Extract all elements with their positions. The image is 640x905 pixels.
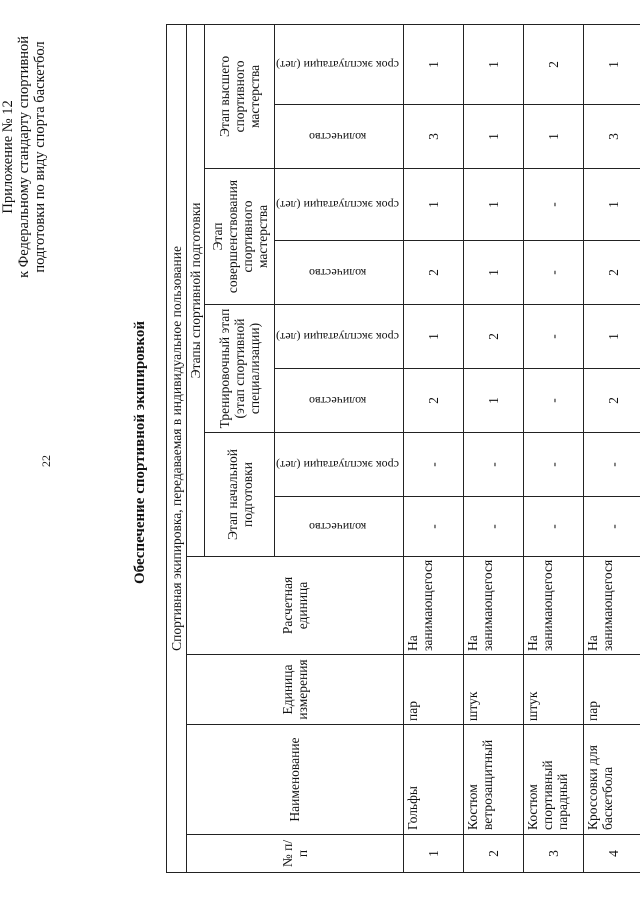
row-calc: На занимающегося <box>583 557 640 655</box>
stage-improvement: Этап совершенствования спортивного мастерства <box>205 169 275 305</box>
stage-highest: Этап высшего спортивного мастерства <box>205 24 275 168</box>
sub-term-header: срок эксплуатации (лет) <box>275 433 404 497</box>
row-value: - <box>523 433 583 497</box>
stages-header: Этапы спортивной подготовки <box>187 24 205 556</box>
col-calc-header: Расчетная единица <box>187 557 404 655</box>
row-value: 1 <box>403 169 463 241</box>
col-unit-header: Единица измерения <box>187 655 404 725</box>
sub-term-header: срок эксплуатации (лет) <box>275 305 404 369</box>
row-value: - <box>403 433 463 497</box>
row-value: 1 <box>583 24 640 104</box>
stage-training: Тренировочный этап (этап спортивной специализации) <box>205 305 275 433</box>
row-name: Кроссовки для баскетбола <box>583 725 640 835</box>
sub-qty-header: количество <box>275 497 404 557</box>
sub-term-header: срок эксплуатации (лет) <box>275 24 404 104</box>
row-num: 4 <box>583 835 640 873</box>
row-value: 1 <box>523 105 583 169</box>
row-num: 3 <box>523 835 583 873</box>
row-value: 2 <box>403 241 463 305</box>
row-num: 2 <box>463 835 523 873</box>
row-value: - <box>463 433 523 497</box>
row-value: 1 <box>463 169 523 241</box>
sub-term-header: срок эксплуатации (лет) <box>275 169 404 241</box>
row-name: Костюм спортивный парадный <box>523 725 583 835</box>
row-value: 1 <box>463 24 523 104</box>
row-num: 1 <box>403 835 463 873</box>
row-calc: На занимающегося <box>523 557 583 655</box>
row-value: 2 <box>583 241 640 305</box>
page-number: 22 <box>39 455 53 467</box>
row-value: - <box>523 305 583 369</box>
row-value: 2 <box>463 305 523 369</box>
row-value: 1 <box>403 305 463 369</box>
row-unit: пар <box>583 655 640 725</box>
row-value: 1 <box>463 241 523 305</box>
appendix-header <box>0 36 48 278</box>
row-value: - <box>463 497 523 557</box>
row-value: 2 <box>523 24 583 104</box>
row-value: 1 <box>463 105 523 169</box>
sub-qty-header: количество <box>275 241 404 305</box>
sub-qty-header: количество <box>275 105 404 169</box>
row-unit: штук <box>523 655 583 725</box>
row-name: Гольфы <box>403 725 463 835</box>
sub-qty-header: количество <box>275 369 404 433</box>
stage-initial: Этап начальной подготовки <box>205 433 275 557</box>
row-value: - <box>583 433 640 497</box>
row-value: 1 <box>583 169 640 241</box>
row-unit: штук <box>463 655 523 725</box>
row-value: 2 <box>583 369 640 433</box>
appendix-line-2: к Федеральному стандарту спортивной <box>16 36 32 278</box>
top-header: Спортивная экипировка, передаваемая в индивидуальное пользование <box>167 24 187 872</box>
row-value: 1 <box>403 24 463 104</box>
appendix-line-3: подготовки по виду спорта баскетбол <box>32 41 48 273</box>
table-row <box>583 24 640 872</box>
row-value: 1 <box>583 305 640 369</box>
document-title: Обеспечение спортивной экипировкой <box>132 321 148 585</box>
row-value: 3 <box>583 105 640 169</box>
row-value: 3 <box>403 105 463 169</box>
row-value: - <box>403 497 463 557</box>
table-row <box>463 24 523 872</box>
row-value: - <box>523 169 583 241</box>
col-num-header: № п/п <box>187 835 404 873</box>
appendix-line-1: Приложение № 12 <box>0 100 16 214</box>
row-value: 2 <box>403 369 463 433</box>
table-row <box>523 24 583 872</box>
row-unit: пар <box>403 655 463 725</box>
row-value: - <box>523 369 583 433</box>
equipment-table <box>166 24 640 873</box>
row-calc: На занимающегося <box>403 557 463 655</box>
row-value: - <box>583 497 640 557</box>
row-value: - <box>523 241 583 305</box>
row-value: - <box>523 497 583 557</box>
table-row <box>403 24 463 872</box>
row-value: 1 <box>463 369 523 433</box>
col-name-header: Наименование <box>187 725 404 835</box>
row-name: Костюм ветрозащитный <box>463 725 523 835</box>
row-calc: На занимающегося <box>463 557 523 655</box>
